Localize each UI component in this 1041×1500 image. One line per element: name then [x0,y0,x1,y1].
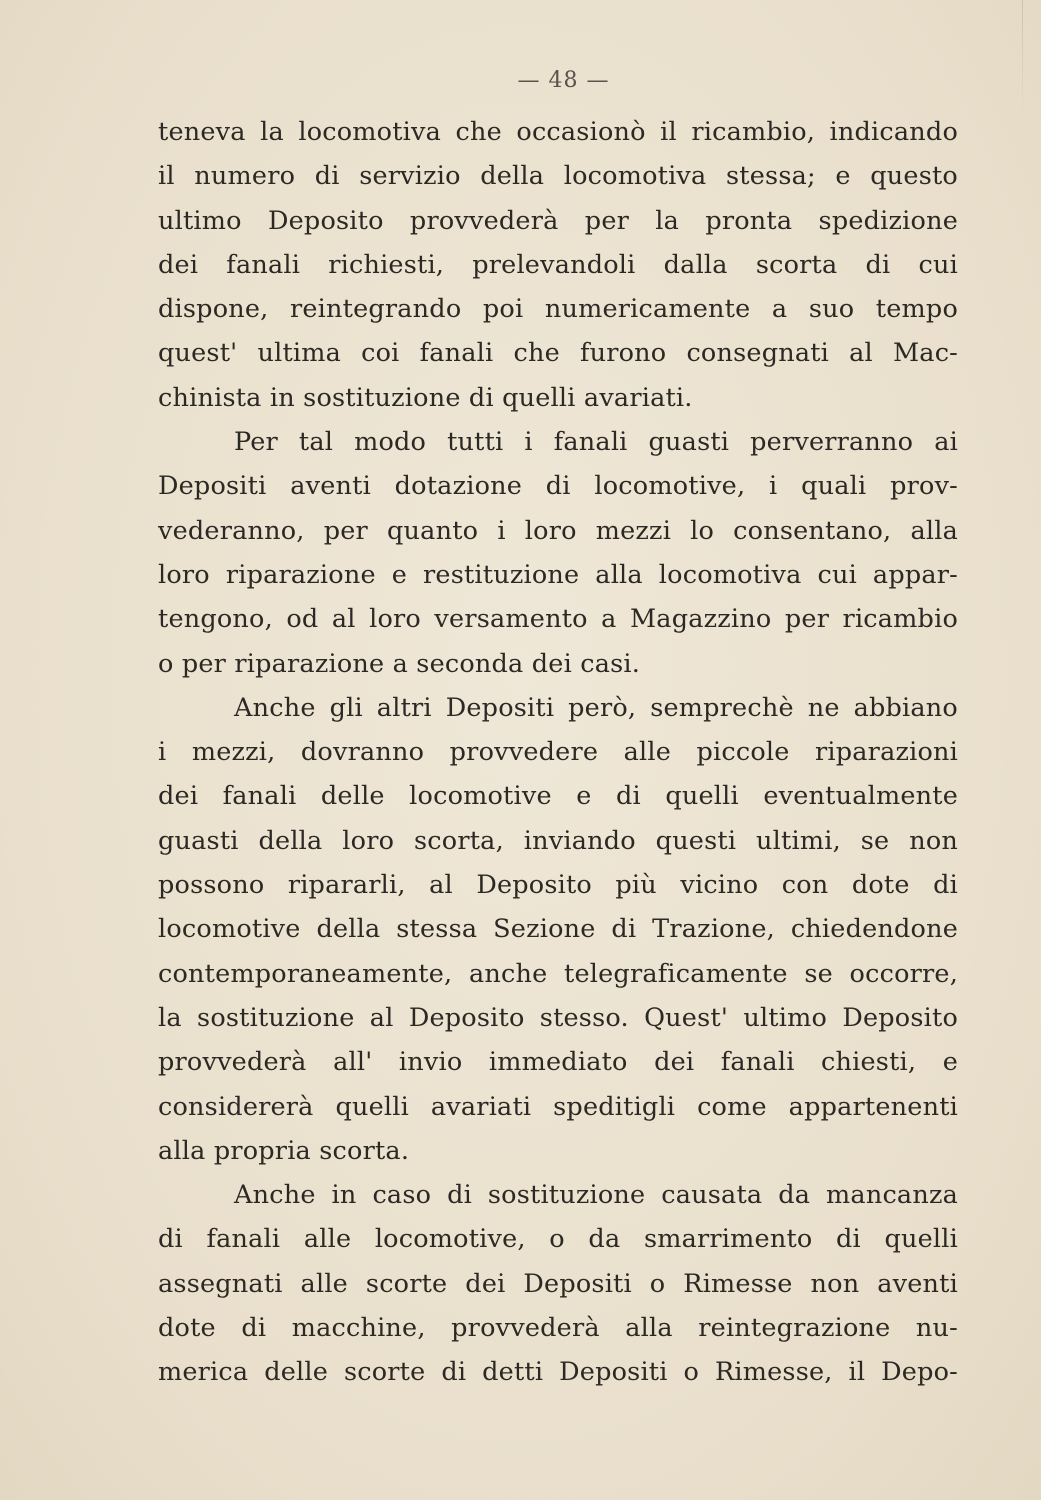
text-line: tengono, od al loro versamento a Magazzino per ricambio [158,604,958,635]
text-line: o per riparazione a seconda dei casi. [158,648,641,679]
text-line: dei fanali richiesti, prelevandoli dalla scorta di cui [158,249,958,280]
text-line: alla propria scorta. [158,1135,410,1166]
text-line: assegnati alle scorte dei Depositi o Rimesse non aventi [158,1268,958,1299]
text-line: contemporaneamente, anche telegraficamente se occorre, [158,958,958,989]
paragraph-start-line: Anche in caso di sostituzione causata da mancanza [234,1180,958,1211]
text-line: il numero di servizio della locomotiva stessa; e questo [158,161,958,192]
body-text [158,110,958,1395]
text-line: locomotive della stessa Sezione di Trazione, chiedendone [158,914,958,945]
paragraph-start-line: Per tal modo tutti i fanali guasti perverranno ai [234,427,958,458]
page-number: — 48 — [517,68,610,93]
text-line: guasti della loro scorta, inviando questi ultimi, se non [158,825,958,856]
text-line: quest' ultima coi fanali che furono consegnati al Mac- [158,338,958,369]
text-line: teneva la locomotiva che occasionò il ricambio, indicando [158,117,958,147]
page-edge-shadow [1022,0,1023,120]
text-line: dei fanali delle locomotive e di quelli eventualmente [158,781,958,812]
text-line: la sostituzione al Deposito stesso. Quest' ultimo Deposito [158,1002,958,1033]
text-line: merica delle scorte di detti Depositi o Rimesse, il Depo- [158,1357,958,1388]
text-line: considererà quelli avariati speditigli come appartenenti [158,1091,958,1122]
text-line: ultimo Deposito provvederà per la pronta spedizione [158,205,958,236]
paragraph-start-line: Anche gli altri Depositi però, semprechè ne abbiano [234,692,958,723]
text-line: i mezzi, dovranno provvedere alle piccole riparazioni [158,737,958,768]
text-line: loro riparazione e restituzione alla locomotiva cui appar- [158,559,958,590]
text-line: dispone, reintegrando poi numericamente a suo tempo [158,294,958,325]
text-line: vederanno, per quanto i loro mezzi lo consentano, alla [158,515,958,546]
text-line: di fanali alle locomotive, o da smarrimento di quelli [158,1224,958,1255]
text-line: dote di macchine, provvederà alla reintegrazione nu- [158,1313,958,1344]
text-line: possono ripararli, al Deposito più vicino con dote di [158,870,958,901]
text-line: Depositi aventi dotazione di locomotive, i quali prov- [158,471,958,502]
text-line: chinista in sostituzione di quelli avariati. [158,382,693,413]
text-line: provvederà all' invio immediato dei fanali chiesti, e [158,1047,958,1078]
